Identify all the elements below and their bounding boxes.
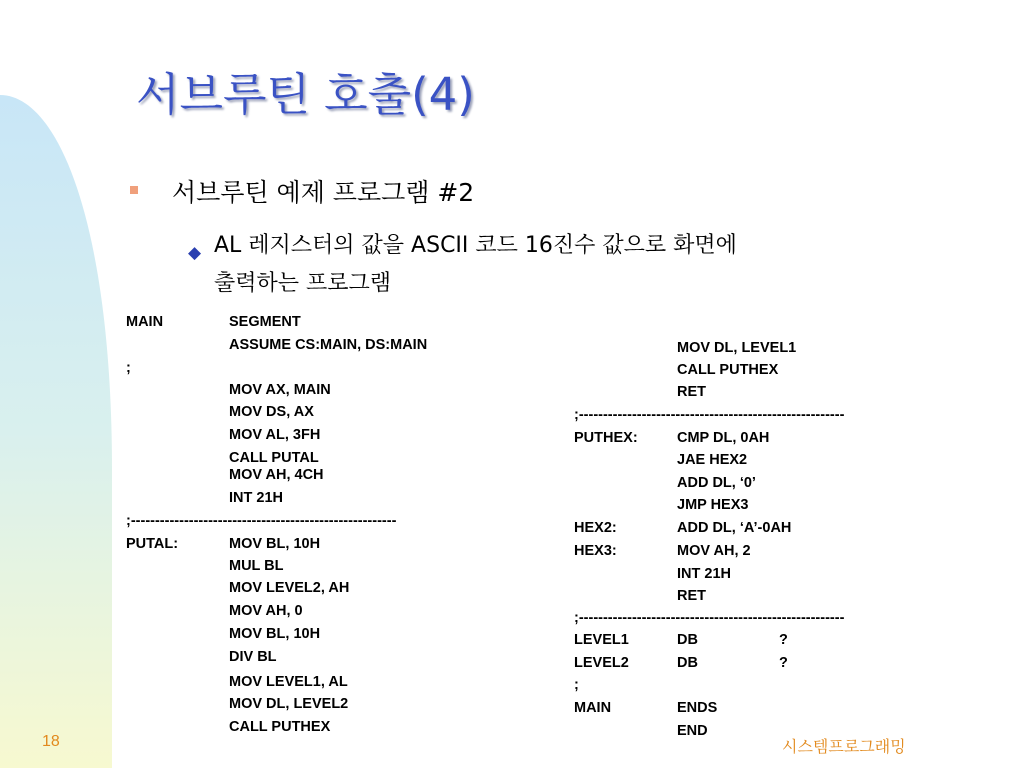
bullet-level2-line2: 출력하는 프로그램: [214, 271, 392, 296]
footer-course-title: 시스템프로그래밍: [782, 737, 906, 756]
code-label: HEX2:: [574, 520, 617, 536]
code-label: LEVEL2: [574, 655, 629, 671]
code-instruction: ASSUME CS:MAIN, DS:MAIN: [229, 337, 428, 353]
square-bullet-icon: [130, 186, 138, 194]
code-instruction: MOV DS, AX: [229, 404, 314, 420]
code-label: ;-------------------------------------------------------: [574, 407, 845, 423]
code-label: ;-------------------------------------------------------: [126, 513, 397, 529]
bullet-level2-text: [214, 227, 737, 303]
code-instruction: MOV AH, 2: [677, 543, 751, 559]
code-label: ;: [574, 677, 579, 693]
code-instruction: ADD DL, ‘A’-0AH: [677, 520, 792, 536]
code-instruction: MOV DL, LEVEL2: [229, 696, 349, 712]
code-instruction: MOV AH, 4CH: [229, 467, 324, 483]
code-label: ;-------------------------------------------------------: [574, 610, 845, 626]
page-number: 18: [42, 733, 60, 750]
code-instruction: ADD DL, ‘0’: [677, 475, 756, 491]
code-instruction: RET: [677, 384, 706, 400]
code-instruction: DB: [677, 655, 698, 671]
code-instruction: MOV LEVEL2, AH: [229, 580, 350, 596]
code-instruction: INT 21H: [229, 490, 283, 506]
code-label: PUTHEX:: [574, 430, 638, 446]
code-instruction: DIV BL: [229, 649, 277, 665]
code-instruction: CMP DL, 0AH: [677, 430, 770, 446]
code-instruction: MOV DL, LEVEL1: [677, 340, 797, 356]
code-operand: ?: [779, 655, 788, 671]
code-instruction: SEGMENT: [229, 314, 301, 330]
code-label: PUTAL:: [126, 536, 179, 552]
code-operand: ?: [779, 632, 788, 648]
code-instruction: DB: [677, 632, 698, 648]
code-instruction: END: [677, 723, 708, 739]
code-instruction: MOV LEVEL1, AL: [229, 674, 348, 690]
code-instruction: MOV BL, 10H: [229, 626, 321, 642]
code-instruction: MOV AX, MAIN: [229, 382, 331, 398]
code-instruction: MOV AL, 3FH: [229, 427, 321, 443]
code-label: HEX3:: [574, 543, 617, 559]
code-instruction: JMP HEX3: [677, 497, 749, 513]
code-label: MAIN: [126, 314, 164, 330]
code-label: ;: [126, 360, 131, 376]
page-title: 서브루틴 호출(4): [136, 68, 475, 121]
code-instruction: RET: [677, 588, 706, 604]
bullet-level1-text: 서브루틴 예제 프로그램 #2: [172, 178, 475, 207]
code-instruction: CALL PUTAL: [229, 450, 319, 466]
code-instruction: MUL BL: [229, 558, 284, 574]
code-label: LEVEL1: [574, 632, 629, 648]
code-label: MAIN: [574, 700, 612, 716]
diamond-bullet-icon: ◆: [188, 243, 202, 263]
code-instruction: MOV AH, 0: [229, 603, 303, 619]
bullet-level2-line1: AL 레지스터의 값을 ASCII 코드 16진수 값으로 화면에: [214, 233, 737, 258]
code-instruction: INT 21H: [677, 566, 731, 582]
code-instruction: MOV BL, 10H: [229, 536, 321, 552]
code-instruction: CALL PUTHEX: [677, 362, 779, 378]
code-instruction: ENDS: [677, 700, 718, 716]
code-instruction: CALL PUTHEX: [229, 719, 331, 735]
code-instruction: JAE HEX2: [677, 452, 748, 468]
